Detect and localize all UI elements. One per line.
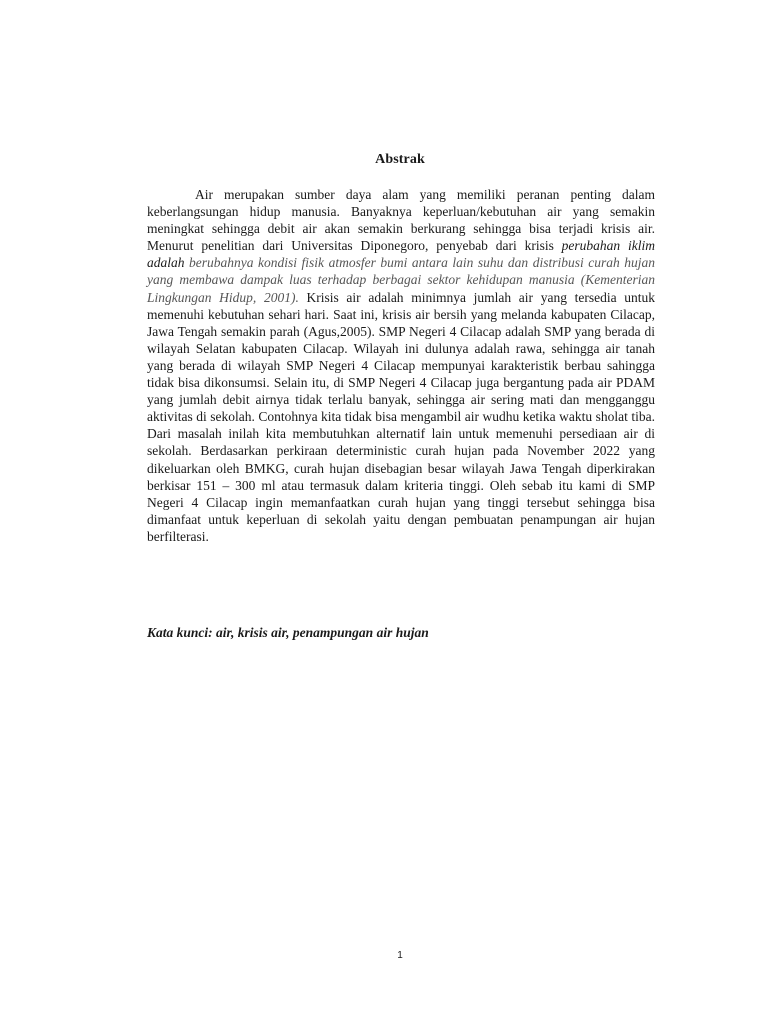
page-number: 1	[397, 950, 403, 961]
paragraph-italic-term: perubahan iklim adalah	[147, 238, 655, 271]
paragraph-text-intro: Air merupakan sumber daya alam yang memiliki peranan penting dalam keberlangsungan hidup manusia. Banyaknya keperluan/kebutuhan air yang semakin meningkat sehingga debit air akan semakin berkurang sehingga bisa terjadi krisis air. Menurut penelitian dari Universitas Diponegoro, penyebab dari krisis	[147, 187, 655, 254]
abstract-title: Abstrak	[375, 152, 425, 167]
paragraph-text-main: Krisis air adalah minimnya jumlah air yang tersedia untuk memenuhi kebutuhan sehari hari. Saat ini, krisis air bersih yang melanda kabupaten Cilacap, Jawa Tengah semakin parah (Agus,2005). SMP Negeri 4 Cilacap adalah SMP yang berada di wilayah Selatan kabupaten Cilacap. Wilayah ini dulunya adalah rawa, sehingga air tanah yang berada di wilayah SMP Negeri 4 Cilacap mempunyai karakteristik berbau sahingga tidak bisa dikonsumsi. Selain itu, di SMP Negeri 4 Cilacap juga bergantung pada air PDAM yang jumlah debit airnya tidak terlalu banyak, sehingga air sering mati dan mengganggu aktivitas di sekolah. Contohnya kita tidak bisa mengambil air wudhu ketika waktu sholat tiba. Dari masalah inilah kita membutuhkan alternatif lain untuk memenuhi persediaan air di sekolah. Berdasarkan perkiraan deterministic curah hujan pada November 2022 yang dikeluarkan oleh BMKG, curah hujan disebagian besar wilayah Jawa Tengah diperkirakan berkisar 151 – 300 ml atau termasuk dalam kriteria tinggi. Oleh sebab itu kami di SMP Negeri 4 Cilacap ingin memanfaatkan curah hujan yang tinggi tersebut sehingga bisa dimanfaat untuk keperluan di sekolah yaitu dengan pembuatan penampungan air hujan berfilterasi.	[147, 289, 656, 544]
keywords-line: Kata kunci: air, krisis air, penampungan air hujan	[147, 625, 429, 640]
paragraph-italic-definition: berubahnya kondisi fisik atmosfer bumi antara lain suhu dan distribusi curah hujan yang membawa dampak luas terhadap berbagai sektor kehidupan manusia (Kementerian Lingkungan Hidup, 2001).	[147, 255, 655, 305]
abstract-paragraph	[147, 186, 655, 545]
